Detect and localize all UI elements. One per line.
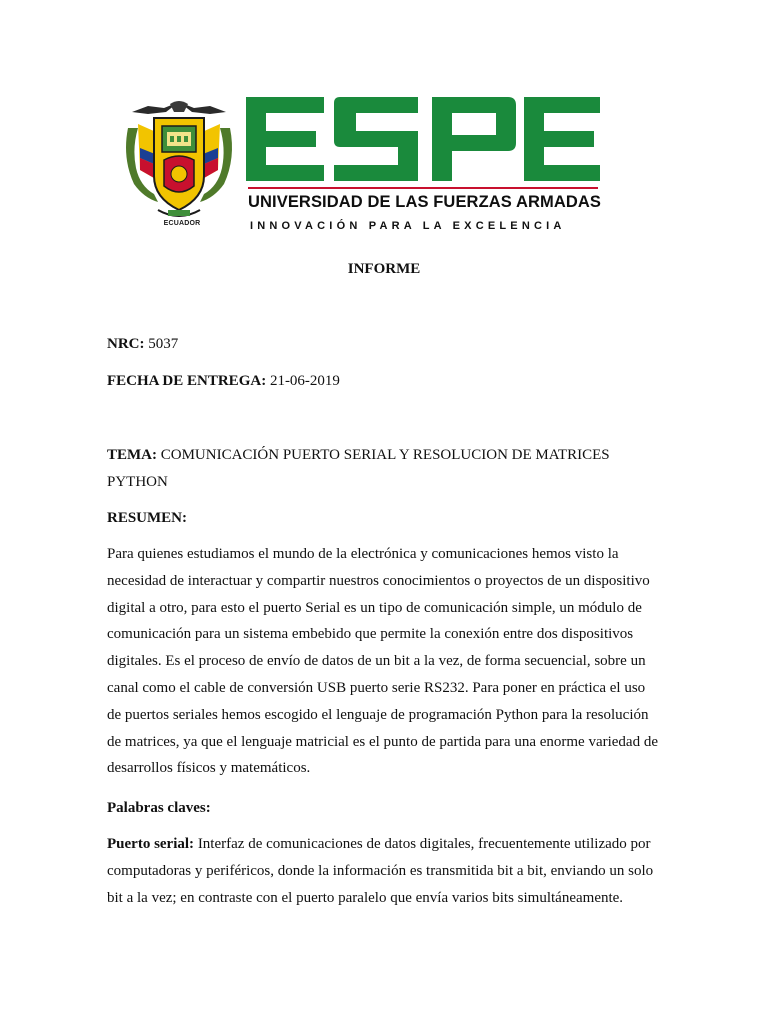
nrc-value: 5037 [148,336,179,352]
puerto-text-1: Interfaz de comunicaciones de datos digitales, frecuentemente utilizado por [197,836,651,852]
keywords-heading: Palabras claves: [107,800,211,816]
resumen-heading: RESUMEN: [107,510,188,526]
ecuador-coat-of-arms-icon [118,98,240,234]
resumen-paragraph [107,541,667,782]
tema-line-1 [107,442,667,469]
nrc-line [107,336,178,353]
resumen-line: desarrollos físicos y matemáticos. [107,760,311,777]
puerto-serial-paragraph [107,831,667,911]
fecha-label: FECHA DE ENTREGA: [107,373,267,389]
puerto-line: computadoras y periféricos, donde la información es transmitida bit a bit, enviando un solo [107,862,654,879]
fecha-line [107,373,340,390]
resumen-line: Para quienes estudiamos el mundo de la electrónica y comunicaciones hemos visto la [107,546,619,562]
resumen-line: de matrices, ya que el lenguaje matricial es el punto de partida para una enorme variedad de [107,733,659,750]
fecha-value: 21-06-2019 [269,373,340,389]
puerto-label: Puerto serial: [107,836,195,852]
resumen-line: digital a otro, para esto el puerto Serial es un tipo de comunicación simple, un módulo de [107,599,642,616]
nrc-label: NRC: [107,336,145,352]
resumen-line: necesidad de interactuar y compartir nuestros conocimientos o proyectos de un dispositivo [107,572,650,589]
puerto-line: bit a la vez; en contraste con el puerto paralelo que envía varios bits simultáneamente. [107,889,624,906]
resumen-line: de puertos seriales hemos escogido el lenguaje de programación Python para la resolución [107,706,649,723]
espe-logo-wordmark [246,97,600,181]
tema-block [107,442,667,496]
university-name: UNIVERSIDAD DE LAS FUERZAS ARMADAS [248,193,601,211]
university-motto: INNOVACIÓN PARA LA EXCELENCIA [250,220,566,232]
tema-label: TEMA: [107,447,157,463]
tema-text-1: COMUNICACIÓN PUERTO SERIAL Y RESOLUCION DE MATRICES [160,447,610,463]
emblem-caption: ECUADOR [163,220,201,227]
resumen-line: canal como el cable de conversión USB puerto serie RS232. Para poner en práctica el uso [107,679,646,696]
header-red-rule [248,187,598,189]
puerto-line-1 [107,831,667,858]
resumen-line: comunicación para un sistema embebido que permite la conexión entre dos dispositivos [107,626,634,643]
document-title: INFORME [347,261,421,277]
resumen-line: digitales. Es el proceso de envío de datos de un bit a la vez, de forma secuencial, sobre un [107,653,646,670]
tema-line-2: PYTHON [107,473,168,490]
